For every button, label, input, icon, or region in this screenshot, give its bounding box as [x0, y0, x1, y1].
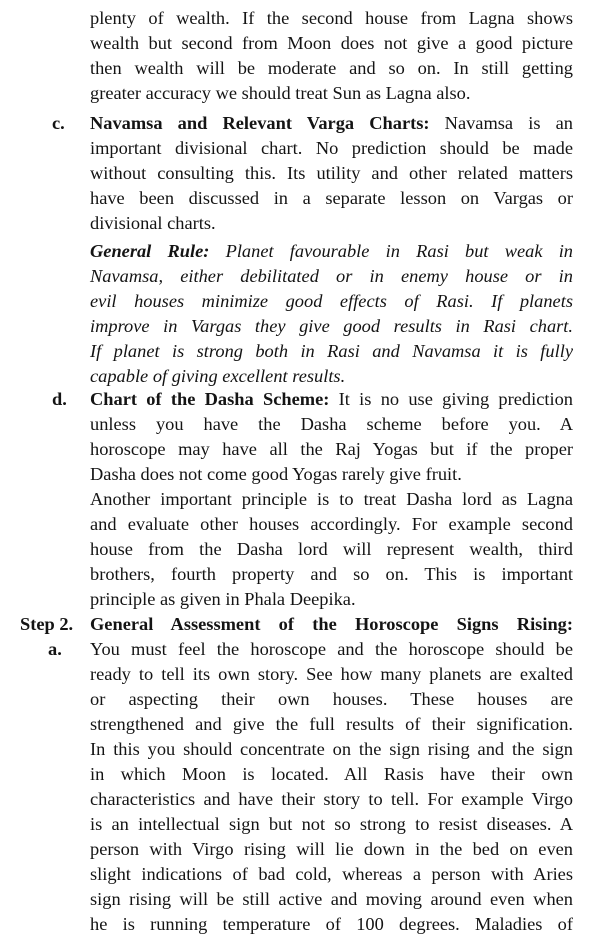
text-line — [90, 161, 573, 185]
text-line — [90, 562, 573, 586]
text-span: sign rising will be still active and moving around even when — [90, 889, 573, 909]
text-line — [90, 812, 573, 836]
text-line — [90, 787, 573, 811]
text-line — [90, 6, 573, 30]
text-span: brothers, fourth property and so on. This is important — [90, 564, 573, 584]
text-line — [90, 587, 450, 611]
text-line — [90, 264, 573, 288]
text-span: without consulting this. Its utility and other related matters — [90, 163, 573, 183]
italic-text: improve in Vargas they give good results in Rasi chart. — [90, 316, 573, 336]
text-line — [90, 462, 545, 486]
text-span: greater accuracy we should treat Sun as Lagna also. — [90, 83, 471, 103]
text-line — [90, 364, 370, 388]
text-span: Navamsa is an — [429, 113, 573, 133]
text-line — [90, 387, 573, 411]
text-span: You must feel the horoscope and the horoscope should be — [90, 639, 573, 659]
text-line — [90, 314, 573, 338]
bold-text: General Rule: — [90, 241, 210, 261]
text-line — [90, 211, 290, 235]
text-span: principle as given in Phala Deepika. — [90, 589, 356, 609]
text-line — [90, 487, 573, 511]
italic-text: Navamsa, either debilitated or in enemy house or in — [90, 266, 573, 286]
text-line — [90, 862, 573, 886]
list-marker: a. — [48, 639, 62, 659]
text-span: and evaluate other houses accordingly. For example second — [90, 514, 573, 534]
text-line — [90, 186, 573, 210]
text-line — [90, 637, 573, 661]
list-marker: c. — [52, 113, 65, 133]
text-span: unless you have the Dasha scheme before you. A — [90, 414, 573, 434]
text-span: strengthened and give the full results of their signification. — [90, 714, 573, 734]
text-span: Another important principle is to treat Dasha lord as Lagna — [90, 489, 573, 509]
text-span: in which Moon is located. All Rasis have their own — [90, 764, 573, 784]
text-line — [90, 887, 573, 911]
text-span: is an intellectual sign but not so strong to resist diseases. A — [90, 814, 573, 834]
italic-text: Planet favourable in Rasi but weak in — [209, 241, 573, 261]
text-span: horoscope may have all the Raj Yogas but if the proper — [90, 439, 573, 459]
step-label: Step 2. — [20, 614, 74, 634]
text-line — [90, 662, 573, 686]
text-line — [90, 136, 573, 160]
text-line — [90, 737, 573, 761]
text-line — [90, 912, 573, 936]
text-span: important divisional chart. No prediction should be made — [90, 138, 573, 158]
bold-text: Chart of the Dasha Scheme: — [90, 389, 330, 409]
bold-text: Navamsa and Relevant Varga Charts: — [90, 113, 430, 133]
text-line — [90, 687, 573, 711]
text-line — [90, 412, 573, 436]
text-span: divisional charts. — [90, 213, 216, 233]
text-line — [90, 537, 573, 561]
text-span: or aspecting their own houses. These houses are — [90, 689, 573, 709]
text-line — [90, 111, 573, 135]
text-line — [90, 612, 573, 636]
text-span: characteristics and have their story to tell. For example Virgo — [90, 789, 573, 809]
italic-text: If planet is strong both in Rasi and Navamsa it is fully — [90, 341, 573, 361]
italic-text: evil houses minimize good effects of Rasi. If planets — [90, 291, 573, 311]
text-line — [90, 837, 573, 861]
italic-text: capable of giving excellent results. — [90, 366, 346, 386]
text-span: he is running temperature of 100 degrees. Maladies of — [90, 914, 573, 934]
text-line — [90, 239, 573, 263]
text-line — [90, 437, 573, 461]
list-marker: d. — [52, 389, 67, 409]
text-line — [90, 712, 573, 736]
text-span: then wealth will be moderate and so on. In still getting — [90, 58, 573, 78]
text-line — [90, 31, 573, 55]
text-span: house from the Dasha lord will represent wealth, third — [90, 539, 573, 559]
text-span: slight indications of bad cold, whereas a person with Aries — [90, 864, 573, 884]
text-span: ready to tell its own story. See how many planets are exalted — [90, 664, 573, 684]
text-line — [90, 762, 573, 786]
text-span: person with Virgo rising will lie down in the bed on even — [90, 839, 573, 859]
text-span: plenty of wealth. If the second house from Lagna shows — [90, 8, 573, 28]
bold-text: General Assessment of the Horoscope Signs Rising: — [90, 614, 573, 634]
text-line — [90, 339, 573, 363]
text-span: have been discussed in a separate lesson on Vargas or — [90, 188, 573, 208]
text-span: Dasha does not come good Yogas rarely give fruit. — [90, 464, 462, 484]
text-line — [90, 289, 573, 313]
text-line — [90, 81, 540, 105]
text-span: In this you should concentrate on the sign rising and the sign — [90, 739, 573, 759]
text-span: wealth but second from Moon does not give a good picture — [90, 33, 573, 53]
text-line — [90, 512, 573, 536]
text-line — [90, 56, 573, 80]
text-span: It is no use giving prediction — [329, 389, 573, 409]
